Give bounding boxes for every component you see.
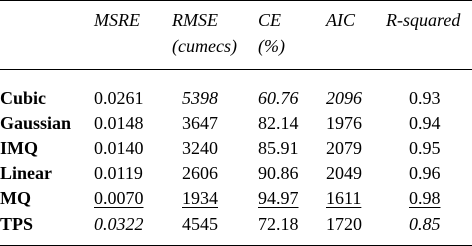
row-label-tps: TPS [0,214,34,234]
row-label-cubic: Cubic [0,88,47,108]
cell-rmse: 3240 [182,138,218,158]
cell-rsquared: 0.95 [409,138,441,158]
cell-rmse: 3647 [182,113,218,133]
cell-aic: 1976 [326,113,362,133]
cell-rsquared: 0.93 [409,88,441,108]
header-rsquared: R-squared [386,10,461,30]
cell-msre: 0.0322 [94,214,144,234]
cell-msre: 0.0070 [94,188,144,208]
cell-rsquared: 0.85 [409,214,441,234]
cell-msre: 0.0261 [94,88,144,108]
top-rule [0,0,472,1]
cell-rsquared: 0.94 [409,113,441,133]
cell-msre: 0.0119 [94,163,143,183]
header-rmse: RMSE [172,10,218,30]
cell-rsquared: 0.96 [409,163,441,183]
row-label-mq: MQ [0,188,31,208]
cell-rmse: 4545 [182,214,218,234]
cell-ce: 90.86 [258,163,299,183]
cell-aic: 1611 [326,188,362,208]
cell-ce: 82.14 [258,113,299,133]
cell-msre: 0.0148 [94,113,144,133]
cell-ce: 94.97 [258,188,299,208]
row-label-linear: Linear [0,163,52,183]
cell-aic: 2079 [326,138,362,158]
header-aic: AIC [326,10,355,30]
cell-aic: 2049 [326,163,362,183]
cell-rmse: 5398 [182,88,218,108]
header-rmse-unit: (cumecs) [172,36,237,56]
cell-aic: 2096 [326,88,362,108]
cell-ce: 72.18 [258,214,299,234]
cell-rmse: 1934 [182,188,218,208]
header-rule [0,69,472,70]
cell-aic: 1720 [326,214,362,234]
header-ce: CE [258,10,282,30]
cell-ce: 85.91 [258,138,299,158]
cell-rmse: 2606 [182,163,218,183]
row-label-imq: IMQ [0,138,38,158]
cell-rsquared: 0.98 [409,188,441,208]
cell-msre: 0.0140 [94,138,144,158]
header-msre: MSRE [94,10,140,30]
header-ce-unit: (%) [258,36,285,56]
cell-ce: 60.76 [258,88,299,108]
row-label-gaussian: Gaussian [0,113,72,133]
